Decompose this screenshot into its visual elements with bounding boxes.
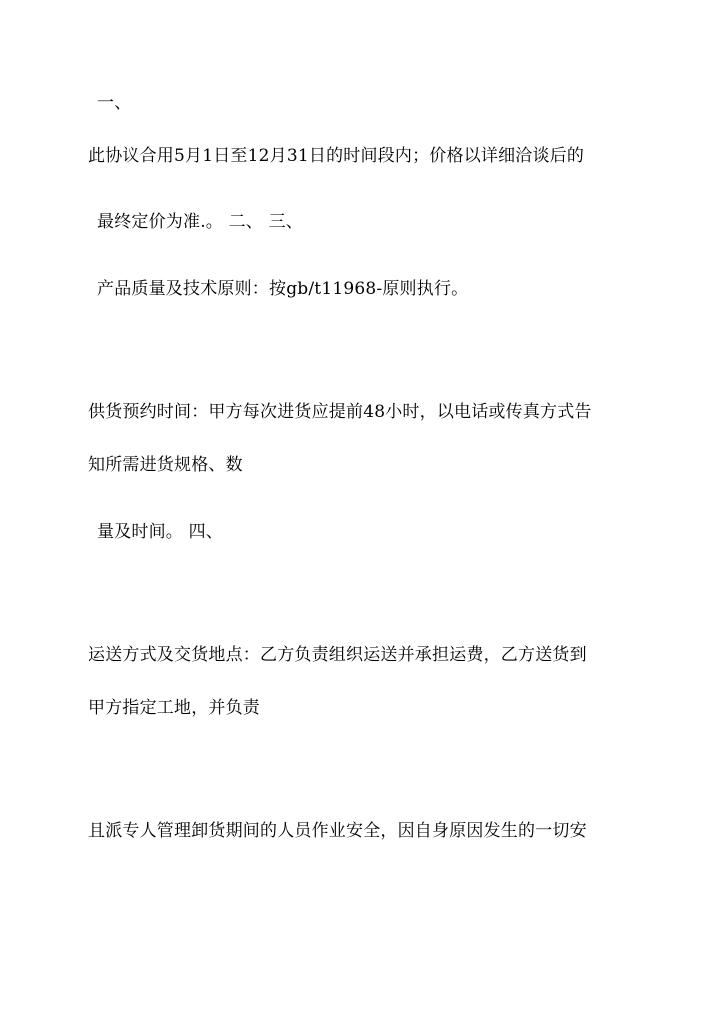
section-marker-one: 一、 [97, 93, 132, 113]
paragraph-line: 产品质量及技术原则：按gb/t11968-原则执行。 [97, 279, 469, 299]
paragraph-line: 甲方指定工地，并负责 [88, 698, 260, 718]
paragraph-line: 最终定价为准.。 二、 三、 [97, 212, 304, 232]
paragraph-line: 知所需进货规格、数 [88, 455, 243, 475]
paragraph-line: 且派专人管理卸货期间的人员作业安全，因自身原因发生的一切安 [88, 821, 587, 841]
paragraph-line: 供货预约时间：甲方每次进货应提前48小时，以电话或传真方式告 [88, 402, 592, 422]
paragraph-line: 量及时间。 四、 [97, 522, 224, 542]
paragraph-line: 此协议合用5月1日至12月31日的时间段内；价格以详细洽谈后的 [88, 146, 585, 166]
paragraph-line: 运送方式及交货地点：乙方负责组织运送并承担运费，乙方送货到 [88, 645, 587, 665]
